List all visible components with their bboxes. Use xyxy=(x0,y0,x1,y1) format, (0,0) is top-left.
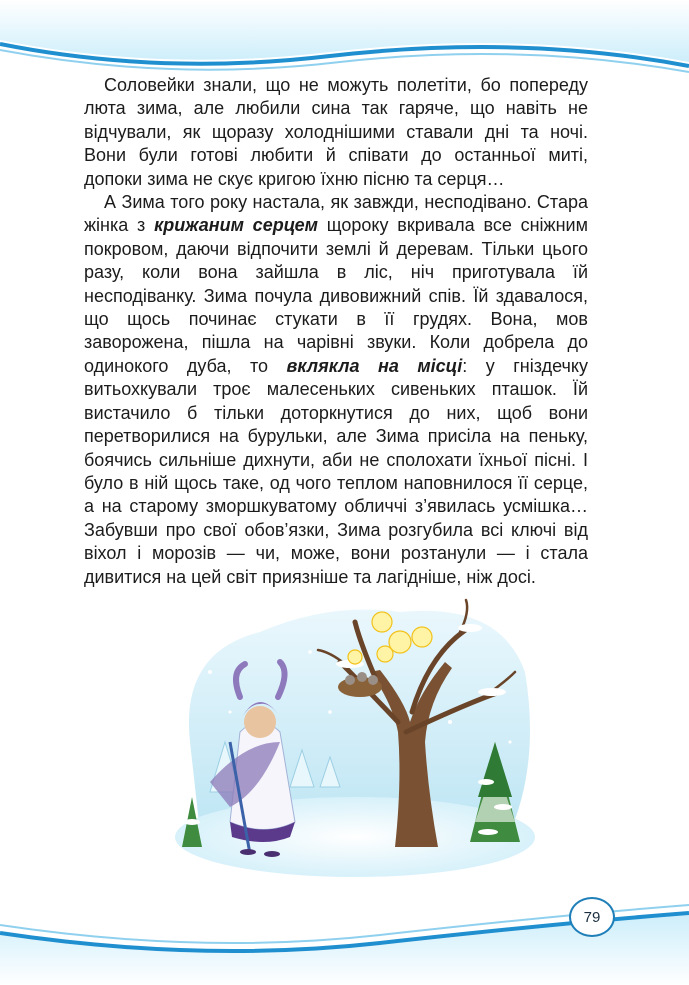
page-number: 79 xyxy=(569,897,615,937)
story-paragraph xyxy=(84,191,588,589)
story-text xyxy=(84,74,588,589)
paragraph-text: : у гніздечку витьохкували троє малесеньких сивеньких пташок. Їй вистачило б тільки доторкнутися до них, щоб вони перетворилися на бурульки, але Зима присіла на пеньку, боячись сильніше дихнути, аби не сполохати їхньої пісні. І було в ній щось таке, од чого теплом наповнилося її серце, а на старому зморшкуватому обличчі з’явилась усмішка… Забувши про свої обов’язки, Зима розгубила всі ключі від віхол і морозів — чи, може, вони розтанули — і стала дивитися на цей світ приязніше та лагідніше, ніж досі. xyxy=(84,355,588,587)
story-paragraph: Соловейки знали, що не можуть полетіти, бо попереду люта зима, але любили сина так гаряче, що навіть не відчували, як щоразу холоднішими ставали дні та ночі. Вони були готові любити й співати до останньої миті, допоки зима не скує кригою їхню пісню та серця… xyxy=(84,75,588,189)
winter-oak-illustration xyxy=(170,592,540,877)
paragraph-text: щороку вкривала все сніжним покровом, даючи відпочити землі й деревам. Тільки цього разу, коли вона зайшла в ліс, ніч приготувала їй несподіванку. Зима почула дивовижний спів. Їй здавалося, що щось починає стукати в її грудях. Вона, мов заворожена, пішла на чарівні звуки. Коли добрела до одинокого дуба, то xyxy=(84,215,588,376)
paragraph-text: А Зима того року настала, як завжди, несподівано. Стара жінка з xyxy=(84,192,588,236)
emphasis-phrase: вклякла на місці xyxy=(286,355,463,376)
emphasis-phrase: крижаним серцем xyxy=(154,215,318,236)
